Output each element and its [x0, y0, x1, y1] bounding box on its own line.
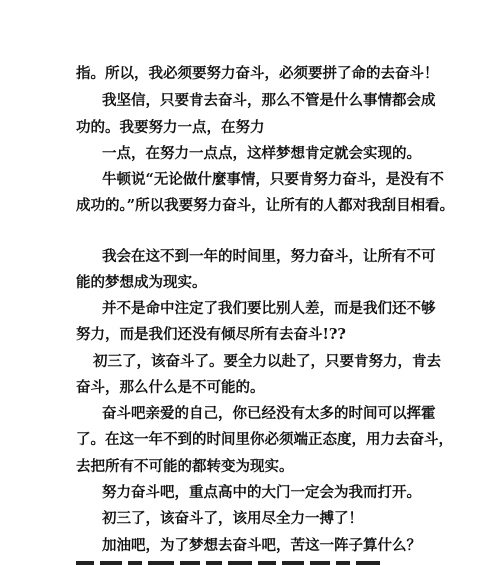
text-line: 初三了，该奋斗了，该用尽全力一搏了！ [102, 510, 363, 527]
text-line: 加油吧，为了梦想去奋斗吧，苦这一阵子算什么？ [102, 537, 421, 554]
text-line: 一点，在努力一点点，这样梦想肯定就会实现的。 [102, 145, 421, 162]
text-line: 成功的。”所以我要努力奋斗，让所有的人都对我刮目相看。 [76, 197, 455, 214]
text-line: 我坚信，只要肯去奋斗，那么不管是什么事情都会成 [102, 92, 436, 109]
text-line: 奋斗，那么什么是不可能的。 [76, 379, 265, 396]
text-line: 努力奋斗吧，重点高中的大门一定会为我而打开。 [102, 484, 421, 501]
text-line: 奋斗吧亲爱的自己，你已经没有太多的时间可以挥霍 [102, 405, 436, 422]
cut-off-text-line [76, 561, 416, 565]
text-line: 努力，而是我们还没有倾尽所有去奋斗!?? [76, 326, 346, 343]
text-line: 初三了，该奋斗了。要全力以赴了，只要肯努力，肯去 [93, 353, 441, 370]
text-line: 了。在这一年不到的时间里你必须端正态度，用力去奋斗， [76, 431, 453, 448]
text-line: 去把所有不可能的都转变为现实。 [76, 458, 294, 475]
text-line: 并不是命中注定了我们要比别人差，而是我们还不够 [102, 300, 436, 317]
text-line: 功的。我要努力一点，在努力 [76, 119, 265, 136]
text-line: 能的梦想成为现实。 [76, 274, 207, 291]
text-line: 我会在这不到一年的时间里，努力奋斗，让所有不可 [102, 248, 436, 265]
text-line: 指。所以，我必须要努力奋斗，必须要拼了命的去奋斗！ [76, 65, 439, 82]
text-line: 牛顿说“无论做什麼事情，只要肯努力奋斗，是没有不 [102, 171, 444, 188]
